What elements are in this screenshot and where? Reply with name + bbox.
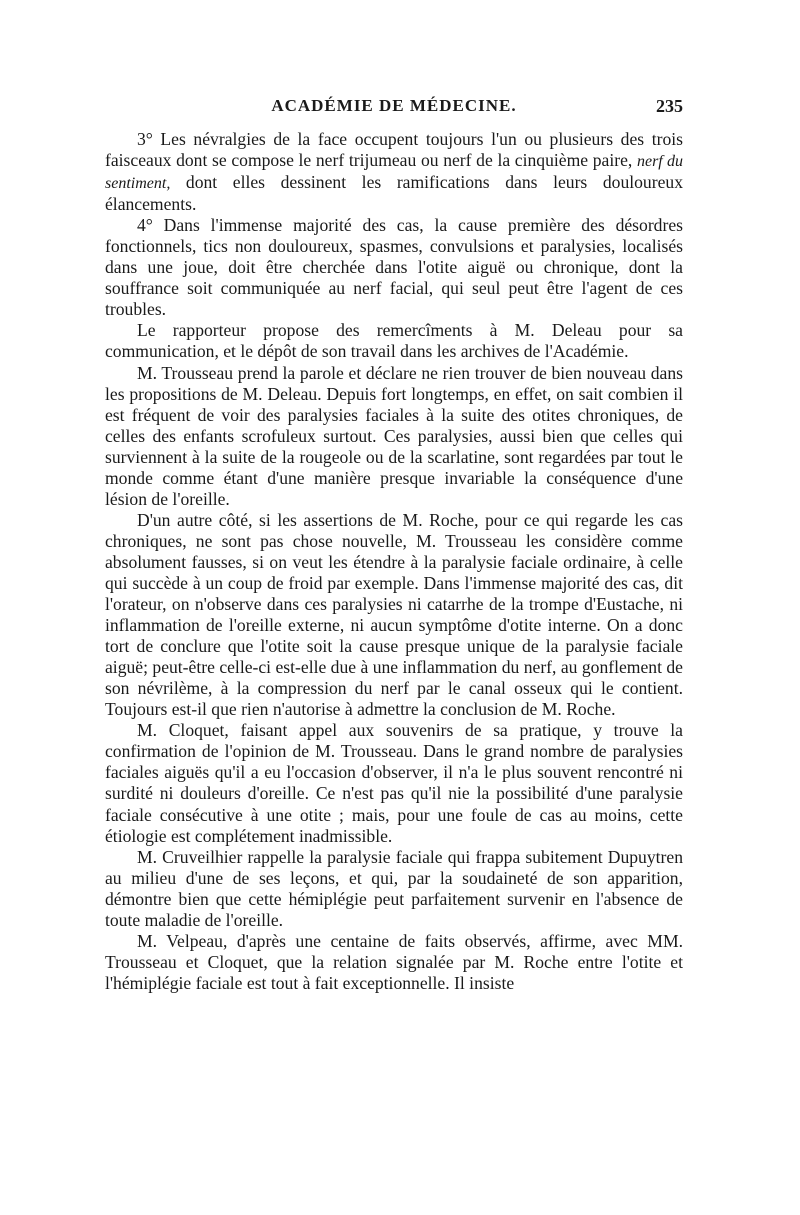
paragraph-text: dont elles dessinent les ramifications dans leurs douloureux élancements. [105,172,683,215]
paragraph-neuralgia [105,129,683,215]
paragraph-rapporteur: Le rapporteur propose des remercîments à M. Deleau pour sa communication, et le dépôt de son travail dans les archives de l'Académie. [105,320,683,362]
paragraph-text: 3° Les névralgies de la face occupent toujours l'un ou plusieurs des trois faisceaux dont se compose le nerf trijumeau ou nerf de la cinquième paire, [105,129,683,171]
page-header [105,96,683,122]
paragraph-cruveilhier: M. Cruveilhier rappelle la paralysie faciale qui frappa subitement Dupuytren au milieu d'une de ses leçons, et qui, par la soudaineté de son apparition, démontre bien que cette hémiplégie peut parfaitement survenir en l'absence de toute maladie de l'oreille. [105,846,683,930]
running-head: ACADÉMIE DE MÉDECINE. [271,96,517,115]
paragraph-majority-cases: 4° Dans l'immense majorité des cas, la cause première des désordres fonctionnels, tics non douloureux, spasmes, convulsions et paralysies, localisés dans une joue, doit être cherchée dans l'otite aiguë ou chronique, dont la souffrance soit communiquée au nerf facial, qui seul peut être l'agent de ces troubles. [105,215,683,320]
body-text [105,129,683,994]
page-number: 235 [656,96,683,116]
paragraph-trousseau: M. Trousseau prend la parole et déclare ne rien trouver de bien nouveau dans les propositions de M. Deleau. Depuis fort longtemps, en effet, on sait combien il est fréquent de voir des paralysies faciales à la suite des otites chroniques, de celles des enfants scrofuleux surtout. Ces paralysies, aussi bien que celles qui surviennent à la suite de la rougeole ou de la scarlatine, sont regardées par tout le monde comme étant d'une manière presque invariable la conséquence d'une lésion de l'oreille. [105,362,683,509]
paragraph-roche-assertions: D'un autre côté, si les assertions de M. Roche, pour ce qui regarde les cas chroniques, ne sont pas chose nouvelle, M. Trousseau les considère comme absolument fausses, si on veut les étendre à la paralysie faciale ordinaire, à celle qui succède à un coup de froid par exemple. Dans l'immense majorité des cas, dit l'orateur, on n'observe dans ces paralysies ni catarrhe de la trompe d'Eustache, ni inflammation de l'oreille externe, ni aucun symptôme d'otite interne. On a donc tort de conclure que l'otite soit la cause presque unique de la paralysie faciale aiguë; peut-être celle-ci est-elle due à une inflammation du nerf, au gonflement de son névrilème, à la compression du nerf par le canal osseux qui le contient. Toujours est-il que rien n'autorise à admettre la conclusion de M. Roche. [105,509,683,720]
paragraph-cloquet: M. Cloquet, faisant appel aux souvenirs de sa pratique, y trouve la confirmation de l'opinion de M. Trousseau. Dans le grand nombre de paralysies faciales aiguës qu'il a eu l'occasion d'observer, il n'a le plus souvent rencontré ni surdité ni douleurs d'oreille. Ce n'est pas qu'il nie la possibilité d'une paralysie faciale consécutive à une otite ; mais, pour une foule de cas au moins, cette étiologie est complétement inadmissible. [105,720,683,846]
italic-phrase: nerf du sentiment, [105,153,684,193]
paragraph-velpeau: M. Velpeau, d'après une centaine de faits observés, affirme, avec MM. Trousseau et Cloquet, que la relation signalée par M. Roche entre l'otite et l'hémiplégie faciale est tout à fait exceptionnelle. Il insiste [105,930,683,993]
